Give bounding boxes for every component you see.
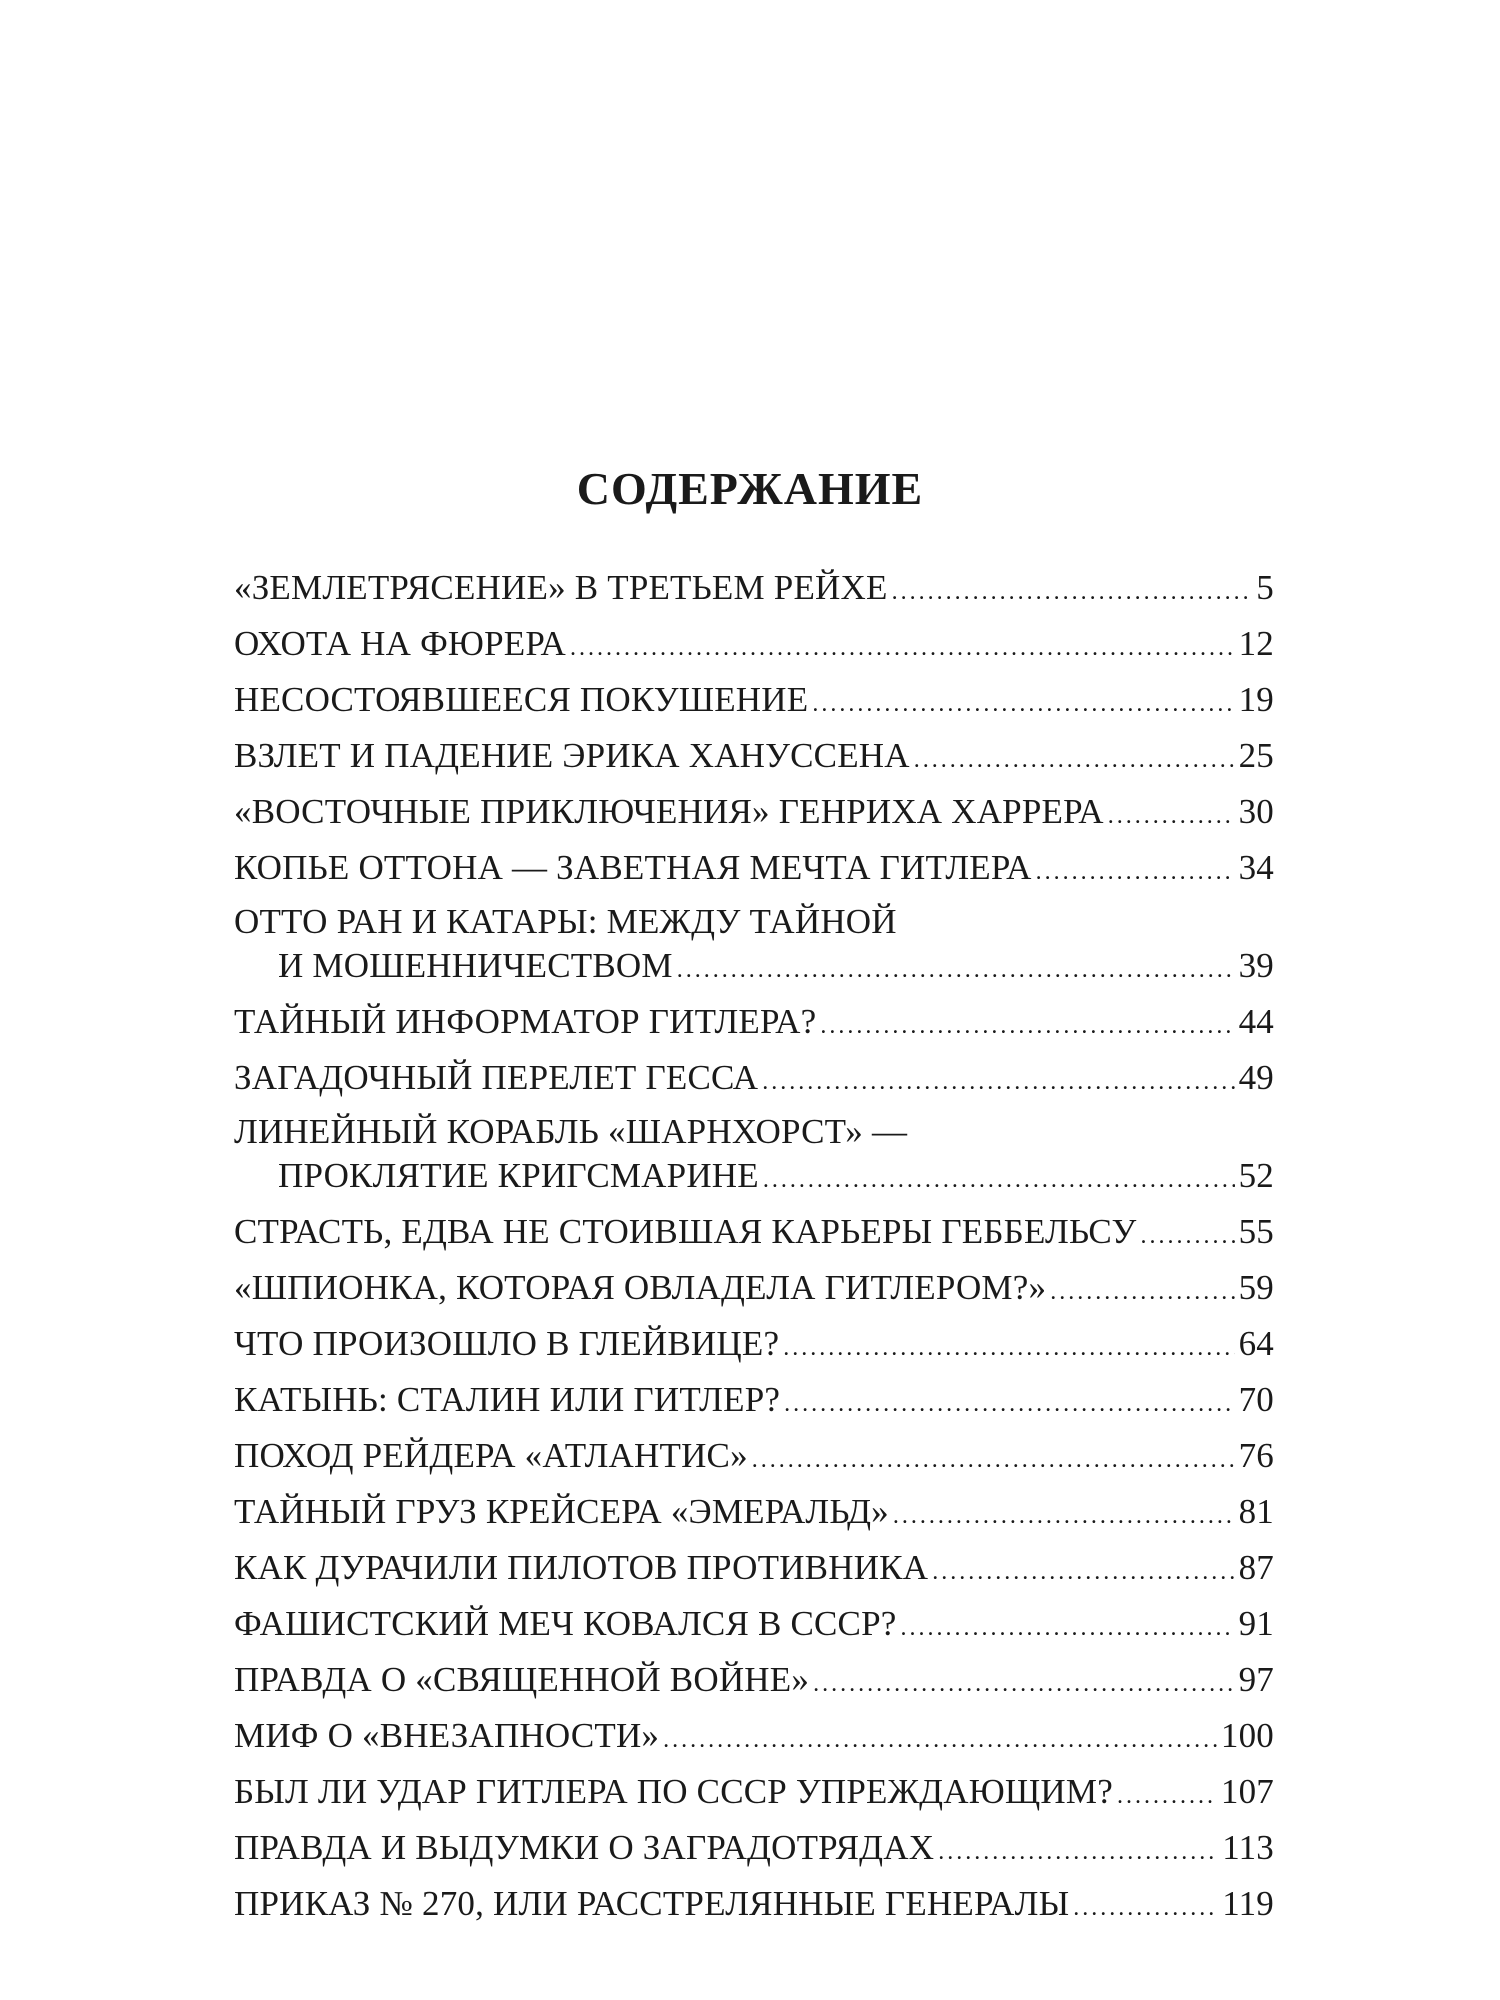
dot-leader (914, 730, 1235, 786)
toc-entry-title: КАК ДУРАЧИЛИ ПИЛОТОВ ПРОТИВНИКА (234, 1548, 929, 1587)
toc-entry-row (234, 674, 1274, 730)
dot-leader (783, 1318, 1234, 1374)
toc-entry (234, 786, 1274, 842)
toc-entry-page-number: 19 (1238, 680, 1274, 719)
toc-entry-page-number: 64 (1238, 1324, 1274, 1363)
toc-entry (234, 898, 1274, 996)
toc-entry-page-number: 49 (1238, 1058, 1274, 1097)
toc-entry-page-number: 44 (1238, 1002, 1274, 1041)
toc-entry (234, 996, 1274, 1052)
toc-entry-page-number: 119 (1222, 1884, 1274, 1923)
toc-entry-title-line1: ЛИНЕЙНЫЙ КОРАБЛЬ «ШАРНХОРСТ» — (234, 1112, 908, 1151)
toc-entry-page-number: 59 (1238, 1268, 1274, 1307)
dot-leader (1050, 1262, 1234, 1318)
toc-entry-row (234, 1654, 1274, 1710)
toc-entry-page-number: 12 (1238, 624, 1274, 663)
toc-entry-title: «ВОСТОЧНЫЕ ПРИКЛЮЧЕНИЯ» ГЕНРИХА ХАРРЕРА (234, 792, 1104, 831)
toc-entry (234, 618, 1274, 674)
dot-leader (901, 1598, 1235, 1654)
toc-entry-title: «ШПИОНКА, КОТОРАЯ ОВЛАДЕЛА ГИТЛЕРОМ?» (234, 1268, 1047, 1307)
toc-entry-title: ТАЙНЫЙ ИНФОРМАТОР ГИТЛЕРА? (234, 1002, 817, 1041)
toc-entry (234, 1542, 1274, 1598)
toc-entry-page-number: 34 (1238, 848, 1274, 887)
dot-leader (570, 618, 1235, 674)
dot-leader (677, 940, 1235, 996)
toc-entry-row (234, 1542, 1274, 1598)
toc-entry (234, 1766, 1274, 1822)
toc-entry (234, 1822, 1274, 1878)
toc-entry (234, 1206, 1274, 1262)
toc-entry-row (234, 1206, 1274, 1262)
toc-entry-row (234, 1822, 1274, 1878)
toc-entry-row (234, 730, 1274, 786)
toc-entry-page-number: 97 (1238, 1660, 1274, 1699)
toc-entry-title: ЗАГАДОЧНЫЙ ПЕРЕЛЕТ ГЕССА (234, 1058, 759, 1097)
toc-entry-title: ФАШИСТСКИЙ МЕЧ КОВАЛСЯ В СССР? (234, 1604, 897, 1643)
toc-entry-page-number: 81 (1238, 1492, 1274, 1531)
toc-entry-title: ПРОКЛЯТИЕ КРИГСМАРИНЕ (278, 1156, 759, 1195)
toc-entry-row (234, 996, 1274, 1052)
toc-entry-title-line1: ОТТО РАН И КАТАРЫ: МЕЖДУ ТАЙНОЙ (234, 902, 897, 941)
dot-leader (784, 1374, 1235, 1430)
toc-entry-title: И МОШЕННИЧЕСТВОМ (278, 946, 673, 985)
toc-entry-title: ПРАВДА И ВЫДУМКИ О ЗАГРАДОТРЯДАХ (234, 1828, 935, 1867)
dot-leader (932, 1542, 1234, 1598)
toc-entry-title: ЧТО ПРОИЗОШЛО В ГЛЕЙВИЦЕ? (234, 1324, 780, 1363)
toc-entry (234, 1878, 1274, 1934)
toc-entry-page-number: 5 (1256, 568, 1274, 607)
toc-entry-page-number: 91 (1238, 1604, 1274, 1643)
toc-entry-row (234, 786, 1274, 842)
toc-entry-page-number: 87 (1238, 1548, 1274, 1587)
toc-entry-page-number: 70 (1238, 1380, 1274, 1419)
dot-leader (892, 562, 1253, 618)
dot-leader (1108, 786, 1235, 842)
toc-entry-row (234, 1430, 1274, 1486)
toc-entry-page-number: 100 (1220, 1716, 1274, 1755)
toc-entry (234, 1108, 1274, 1206)
toc-entry-row (234, 1318, 1274, 1374)
dot-leader (1073, 1878, 1218, 1934)
dot-leader (938, 1822, 1218, 1878)
dot-leader (813, 1654, 1235, 1710)
toc-entry-row (234, 1374, 1274, 1430)
toc-entry-title: ПОХОД РЕЙДЕРА «АТЛАНТИС» (234, 1436, 748, 1475)
toc-entry-row (234, 1766, 1274, 1822)
toc-entry (234, 562, 1274, 618)
toc-entry-page-number: 107 (1220, 1772, 1274, 1811)
toc-entry-page-number: 76 (1238, 1436, 1274, 1475)
toc-entry-title: ПРИКАЗ № 270, ИЛИ РАССТРЕЛЯННЫЕ ГЕНЕРАЛЫ (234, 1884, 1070, 1923)
dot-leader (1036, 842, 1235, 898)
toc-entry-title: МИФ О «ВНЕЗАПНОСТИ» (234, 1716, 660, 1755)
toc-entry (234, 1710, 1274, 1766)
toc-entry-page-number: 52 (1238, 1156, 1274, 1195)
toc-entry (234, 1598, 1274, 1654)
toc-entry-title: БЫЛ ЛИ УДАР ГИТЛЕРА ПО СССР УПРЕЖДАЮЩИМ? (234, 1772, 1113, 1811)
toc-entry (234, 730, 1274, 786)
toc-entry-title: КОПЬЕ ОТТОНА — ЗАВЕТНАЯ МЕЧТА ГИТЛЕРА (234, 848, 1032, 887)
table-of-contents (234, 562, 1274, 1934)
toc-entry-row (234, 1486, 1274, 1542)
toc-entry-page-number: 25 (1238, 736, 1274, 775)
toc-entry (234, 1318, 1274, 1374)
toc-entry-title: ВЗЛЕТ И ПАДЕНИЕ ЭРИКА ХАНУССЕНА (234, 736, 910, 775)
toc-entry-row (234, 1150, 1274, 1206)
toc-entry-page-number: 113 (1222, 1828, 1274, 1867)
toc-entry-row (234, 1710, 1274, 1766)
toc-entry (234, 1262, 1274, 1318)
toc-entry-page-number: 39 (1238, 946, 1274, 985)
toc-entry-title: ПРАВДА О «СВЯЩЕННОЙ ВОЙНЕ» (234, 1660, 810, 1699)
dot-leader (762, 1052, 1234, 1108)
toc-entry (234, 1486, 1274, 1542)
toc-entry (234, 1430, 1274, 1486)
toc-entry-title: «ЗЕМЛЕТРЯСЕНИЕ» В ТРЕТЬЕМ РЕЙХЕ (234, 568, 888, 607)
dot-leader (812, 674, 1234, 730)
toc-entry-title: СТРАСТЬ, ЕДВА НЕ СТОИВШАЯ КАРЬЕРЫ ГЕББЕЛЬСУ (234, 1212, 1137, 1251)
page-title: СОДЕРЖАНИЕ (576, 463, 924, 514)
dot-leader (1117, 1766, 1217, 1822)
toc-entry-title: КАТЫНЬ: СТАЛИН ИЛИ ГИТЛЕР? (234, 1380, 781, 1419)
dot-leader (893, 1486, 1235, 1542)
toc-entry (234, 1374, 1274, 1430)
toc-entry-row (234, 842, 1274, 898)
toc-entry-row (234, 618, 1274, 674)
toc-entry-page-number: 30 (1238, 792, 1274, 831)
toc-entry-row (234, 1262, 1274, 1318)
toc-entry (234, 1654, 1274, 1710)
dot-leader (663, 1710, 1217, 1766)
toc-entry-row (234, 1052, 1274, 1108)
dot-leader (1140, 1206, 1234, 1262)
toc-entry (234, 842, 1274, 898)
toc-entry-title: ОХОТА НА ФЮРЕРА (234, 624, 567, 663)
toc-entry-row (234, 940, 1274, 996)
dot-leader (763, 1150, 1235, 1206)
toc-entry-page-number: 55 (1238, 1212, 1274, 1251)
toc-entry-title: НЕСОСТОЯВШЕЕСЯ ПОКУШЕНИЕ (234, 680, 809, 719)
toc-entry (234, 674, 1274, 730)
toc-entry-row (234, 562, 1274, 618)
toc-entry-title: ТАЙНЫЙ ГРУЗ КРЕЙСЕРА «ЭМЕРАЛЬД» (234, 1492, 889, 1531)
dot-leader (820, 996, 1234, 1052)
toc-entry (234, 1052, 1274, 1108)
toc-entry-row (234, 1598, 1274, 1654)
toc-entry-row (234, 1878, 1274, 1934)
dot-leader (752, 1430, 1235, 1486)
